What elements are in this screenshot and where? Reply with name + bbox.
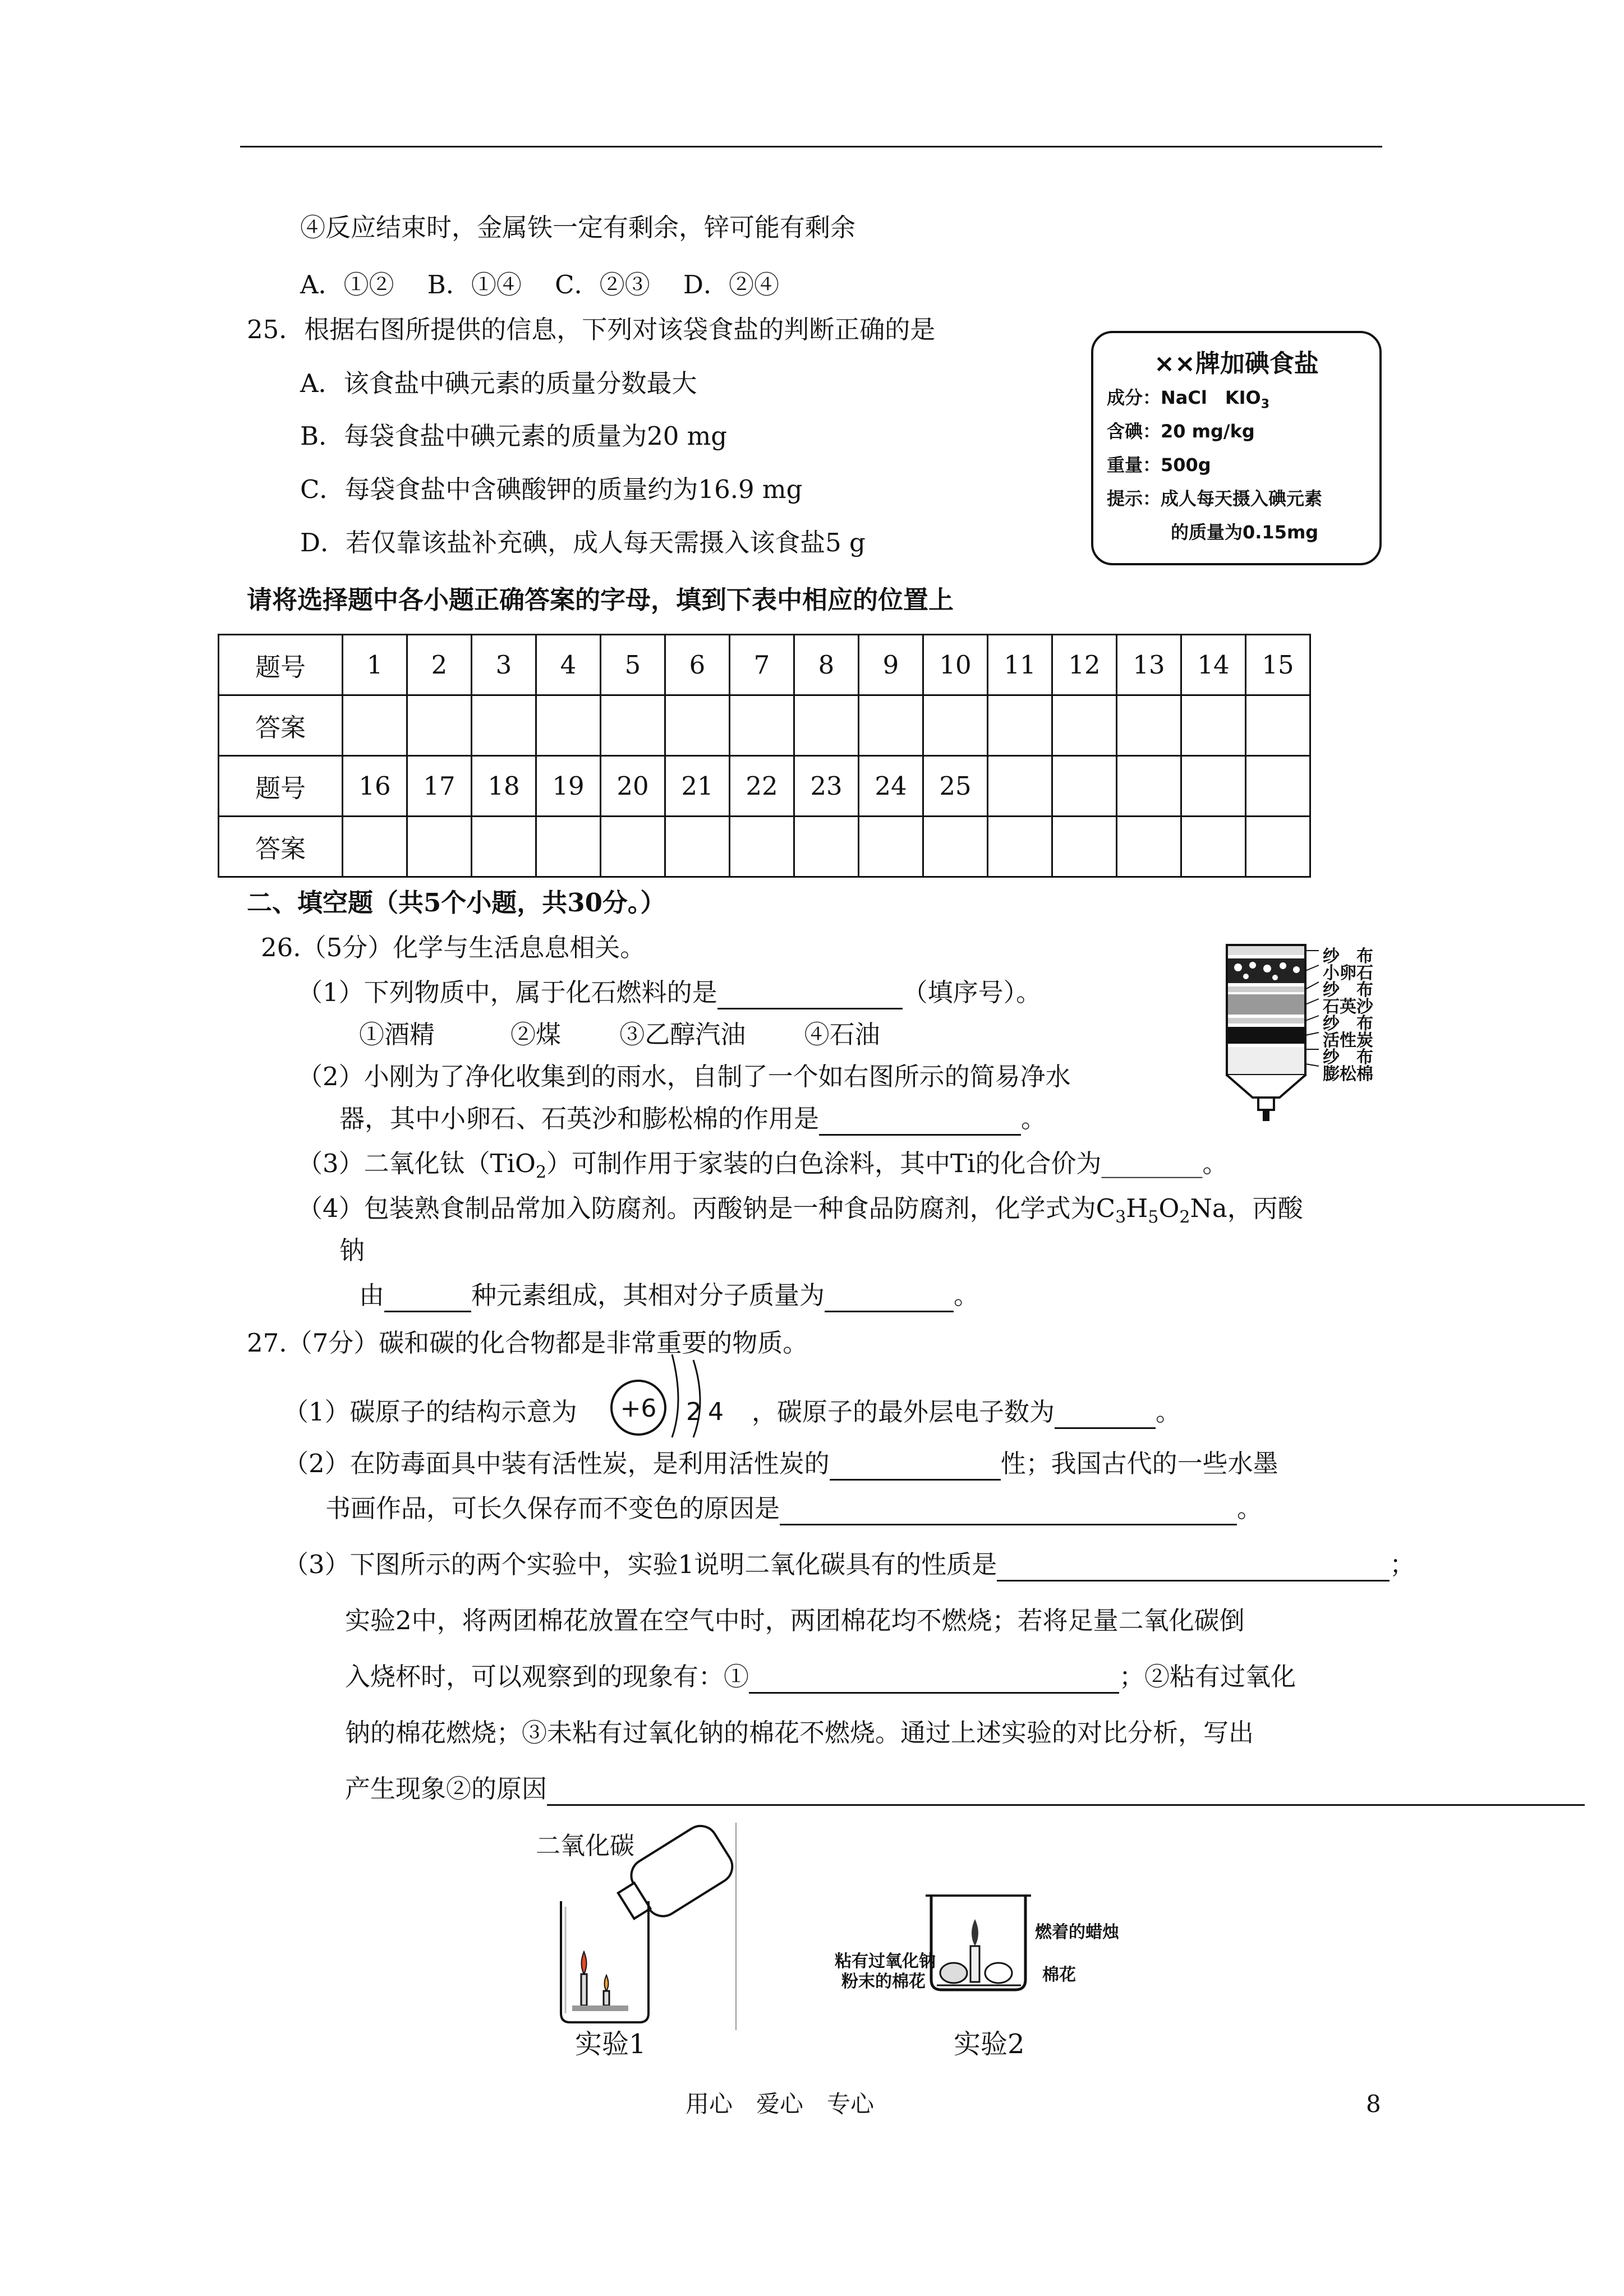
answer-cell[interactable]	[665, 695, 730, 756]
q24-options: A．①② B．①④ C．②③ D．②④	[300, 270, 779, 299]
question-number: 17	[407, 756, 472, 817]
q26-part-1: （1）下列物质中，属于化石燃料的是 （填序号）。	[297, 976, 1041, 1009]
question-number: 19	[536, 756, 601, 817]
salt-label-title: ××牌加碘食盐	[1154, 349, 1319, 378]
q27-part-2-cont: 书画作品，可长久保存而不变色的原因是 。	[325, 1492, 1262, 1525]
question-number	[1117, 756, 1181, 817]
question-number: 6	[665, 635, 730, 695]
question-number: 21	[665, 756, 730, 817]
filter-label: 膨松棉	[1323, 1064, 1373, 1084]
row-label: 题号	[219, 756, 343, 817]
salt-label-ingredients: 成分：NaCl $KIO_3$	[1107, 387, 1270, 412]
q27-part-2: （2）在防毒面具中装有活性炭，是利用活性炭的 性；我国古代的一些水墨	[283, 1447, 1278, 1481]
answer-cell[interactable]	[988, 695, 1052, 756]
exp2-candle-label: 燃着的蜡烛	[1035, 1922, 1119, 1942]
q27-part-3: （3）下图所示的两个实验中，实验1说明二氧化碳具有的性质是 ；	[283, 1548, 1415, 1582]
salt-label-tip-cont: 的质量为0.15mg	[1171, 522, 1319, 543]
answer-cell[interactable]	[601, 817, 665, 877]
answer-cell[interactable]	[859, 817, 923, 877]
question-number: 2	[407, 635, 472, 695]
row-label: 答案	[219, 695, 343, 756]
exp1-caption: 实验1	[575, 2028, 646, 2060]
answer-table-row	[219, 695, 1310, 756]
question-number	[1052, 756, 1117, 817]
question-number	[1181, 756, 1246, 817]
question-number: 14	[1181, 635, 1246, 695]
experiment-1-diagram	[550, 1823, 752, 2030]
q27-part-1b: ，碳原子的最外层电子数为 。	[752, 1395, 1181, 1429]
answer-cell[interactable]	[1117, 695, 1181, 756]
answer-cell[interactable]	[1181, 695, 1246, 756]
answer-cell[interactable]	[536, 817, 601, 877]
answer-cell[interactable]	[536, 695, 601, 756]
question-number: 8	[794, 635, 859, 695]
q24-statement-4: ④反应结束时，金属铁一定有剩余，锌可能有剩余	[300, 213, 856, 242]
answer-cell[interactable]	[730, 817, 794, 877]
page-number: 8	[1366, 2090, 1381, 2118]
question-number	[988, 756, 1052, 817]
answer-cell[interactable]	[794, 817, 859, 877]
q26-part-3: （3）二氧化钛（TiO$_2$）可制作用于家装的白色涂料，其中Ti的化合价为________。	[297, 1149, 1228, 1182]
answer-blank[interactable]	[830, 1453, 1001, 1481]
answer-table-row	[219, 756, 1310, 817]
answer-cell[interactable]	[1117, 817, 1181, 877]
q26-part-4-cont: 由 种元素组成，其相对分子质量为 。	[359, 1279, 979, 1312]
answer-table	[218, 634, 1311, 878]
answer-cell[interactable]	[794, 695, 859, 756]
answer-blank[interactable]	[1055, 1401, 1156, 1429]
answer-blank[interactable]	[547, 1778, 1585, 1806]
answer-blank[interactable]	[780, 1498, 1237, 1525]
answer-cell[interactable]	[665, 817, 730, 877]
answer-cell[interactable]	[407, 695, 472, 756]
answer-cell[interactable]	[1246, 695, 1310, 756]
q25-option-d: D．若仅靠该盐补充碘，成人每天需摄入该食盐5 g	[300, 528, 866, 557]
question-number: 16	[343, 756, 407, 817]
q27-part-1a: （1）碳原子的结构示意为	[283, 1397, 577, 1427]
row-label: 题号	[219, 635, 343, 695]
carbon-atom-diagram	[606, 1343, 752, 1439]
header-rule	[240, 146, 1382, 147]
question-number: 18	[472, 756, 536, 817]
answer-cell[interactable]	[343, 695, 407, 756]
question-number: 1	[343, 635, 407, 695]
question-number: 10	[923, 635, 988, 695]
question-number: 23	[794, 756, 859, 817]
answer-cell[interactable]	[407, 817, 472, 877]
answer-cell[interactable]	[923, 817, 988, 877]
question-number: 15	[1246, 635, 1310, 695]
answer-cell[interactable]	[730, 695, 794, 756]
answer-table-row	[219, 635, 1310, 695]
filter-label: 纱 布	[1323, 980, 1373, 1000]
question-number: 5	[601, 635, 665, 695]
exp2-caption: 实验2	[954, 2028, 1025, 2060]
answer-cell[interactable]	[923, 695, 988, 756]
filter-label: 活性炭	[1323, 1031, 1373, 1050]
exp2-na2o2-label-2: 粉末的棉花	[841, 1972, 926, 1991]
shell-1-electrons: 2	[686, 1398, 702, 1426]
question-number: 4	[536, 635, 601, 695]
q25-option-b: B．每袋食盐中碘元素的质量为20 mg	[300, 421, 728, 451]
answer-blank[interactable]	[997, 1554, 1390, 1582]
answer-cell[interactable]	[1052, 817, 1117, 877]
filter-label: 纱 布	[1323, 1048, 1373, 1067]
q27-part-3-line4: 钠的棉花燃烧；③未粘有过氧化钠的棉花不燃烧。通过上述实验的对比分析，写出	[345, 1718, 1254, 1748]
q25-option-a: A．该食盐中碘元素的质量分数最大	[300, 368, 697, 398]
q27-part-3-line2: 实验2中，将两团棉花放置在空气中时，两团棉花均不燃烧；若将足量二氧化碳倒	[345, 1606, 1245, 1635]
answer-table-row	[219, 817, 1310, 877]
answer-cell[interactable]	[859, 695, 923, 756]
salt-label-iodine: 含碘：20 mg/kg	[1107, 421, 1255, 442]
question-number: 12	[1052, 635, 1117, 695]
question-number	[1246, 756, 1310, 817]
q26-part-4-wrap: 钠	[339, 1235, 365, 1265]
answer-blank[interactable]	[384, 1285, 471, 1312]
answer-cell[interactable]	[472, 817, 536, 877]
question-number: 24	[859, 756, 923, 817]
shell-2-electrons: 4	[708, 1398, 724, 1426]
filter-label: 石英沙	[1323, 997, 1373, 1017]
exp1-co2-label: 二氧化碳	[536, 1832, 634, 1860]
section-2-heading: 二、填空题（共5个小题，共30分。）	[247, 888, 666, 918]
exp2-na2o2-label-1: 粘有过氧化钠	[835, 1952, 936, 1971]
q26-part-1-options: ①酒精 ②煤 ③乙醇汽油 ④石油	[359, 1020, 880, 1049]
answer-cell[interactable]	[1246, 817, 1310, 877]
filter-label: 纱 布	[1323, 947, 1373, 966]
answer-cell[interactable]	[988, 817, 1052, 877]
answer-instruction: 请将选择题中各小题正确答案的字母，填到下表中相应的位置上	[247, 585, 954, 615]
question-number: 3	[472, 635, 536, 695]
q26-part-2-cont: 器，其中小卵石、石英沙和膨松棉的作用是 。	[339, 1102, 1046, 1136]
question-number: 11	[988, 635, 1052, 695]
question-number: 22	[730, 756, 794, 817]
footer-motto: 用心 爱心 专心	[686, 2090, 875, 2118]
salt-label-weight: 重量：500g	[1107, 454, 1211, 476]
q26-stem: 26.（5分）化学与生活息息相关。	[261, 933, 646, 962]
question-number: 13	[1117, 635, 1181, 695]
answer-cell[interactable]	[472, 695, 536, 756]
filter-label: 小卵石	[1323, 963, 1373, 983]
answer-blank[interactable]	[825, 1285, 954, 1312]
q26-part-4: （4）包装熟食制品常加入防腐剂。丙酸钠是一种食品防腐剂，化学式为$C_3H_5O_2Na$，丙酸	[297, 1193, 1303, 1227]
q27-part-3-line5: 产生现象②的原因	[345, 1772, 1585, 1806]
answer-cell[interactable]	[1181, 817, 1246, 877]
q25-option-c: C．每袋食盐中含碘酸钾的质量约为16.9 mg	[300, 474, 803, 504]
row-label: 答案	[219, 817, 343, 877]
answer-blank[interactable]	[717, 982, 903, 1009]
answer-cell[interactable]	[601, 695, 665, 756]
answer-blank[interactable]	[749, 1666, 1119, 1694]
answer-cell[interactable]	[343, 817, 407, 877]
q27-stem: 27.（7分）碳和碳的化合物都是非常重要的物质。	[247, 1328, 808, 1358]
answer-cell[interactable]	[1052, 695, 1117, 756]
question-number: 7	[730, 635, 794, 695]
salt-label-box	[1091, 331, 1382, 565]
question-number: 20	[601, 756, 665, 817]
question-number: 25	[923, 756, 988, 817]
q27-part-3-line3: 入烧杯时，可以观察到的现象有：① ；②粘有过氧化	[345, 1660, 1296, 1694]
exp2-cotton-label: 棉花	[1042, 1965, 1076, 1985]
q25-stem: 25．根据右图所提供的信息，下列对该袋食盐的判断正确的是	[247, 315, 936, 344]
filter-label: 纱 布	[1323, 1014, 1373, 1034]
experiment-2-diagram	[920, 1890, 1043, 1997]
question-number: 9	[859, 635, 923, 695]
nucleus-charge: +6	[620, 1394, 657, 1423]
salt-label-tip: 提示：成人每天摄入碘元素	[1107, 488, 1323, 509]
q26-part-2: （2）小刚为了净化收集到的雨水，自制了一个如右图所示的简易净水	[297, 1062, 1071, 1091]
answer-blank[interactable]	[819, 1108, 1021, 1136]
